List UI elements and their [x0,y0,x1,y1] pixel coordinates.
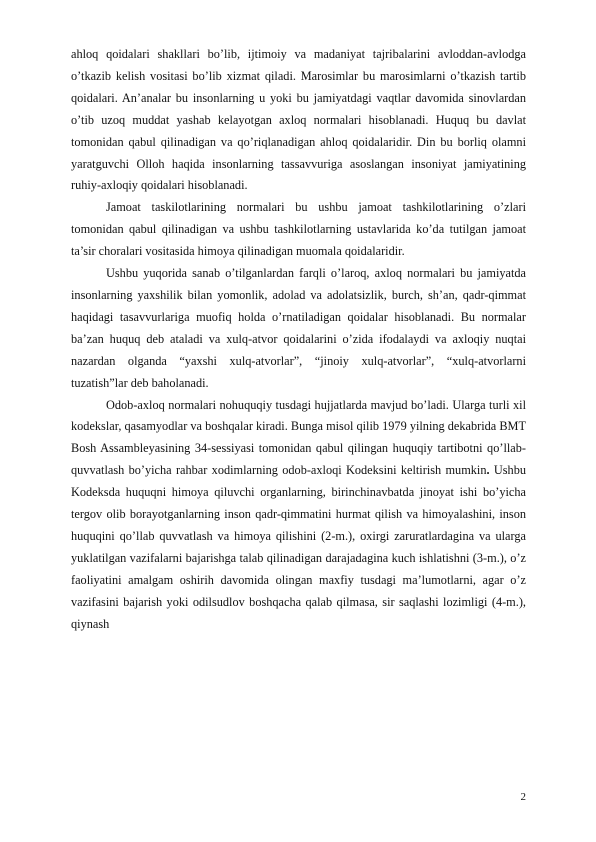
page-body [71,44,526,635]
paragraph-1: ahloq qoidalari shakllari bo’lib, ijtimoiy va madaniyat tajribalarini avloddan-avlodga o’tkazib kelish vositasi bo’lib xizmat qiladi. Marosimlar bu marosimlarni o’tkazish tartib qoidalari. An’analar bu insonlarning u yoki bu jamiyatdagi vaqtlar davomida sinovlardan o’tib uzoq muddat yashab kelayotgan axloq normalari hisoblanadi. Huquq bu davlat tomonidan qabul qilinadigan va qo’riqlanadigan ahloq qoidalaridir. Din bu borliq olamni yaratguvchi Olloh haqida insonlarning tassavvuriga asoslangan insoniyat jamiyatining ruhiy-axloqiy qoidalari hisoblanadi. [71,47,526,193]
paragraph-4 [71,395,526,636]
paragraph-2: Jamoat taskilotlarining normalari bu ushbu jamoat tashkilotlarining o’zlari tomonidan qabul qilinadigan va ushbu tashkilotlarning ustavlarida ko’da tutilgan jamoat ta’sir choralari vositasida himoya qilinadigan muomala qoidalaridir. [71,200,526,259]
paragraph-3: Ushbu yuqorida sanab o’tilganlardan farqli o’laroq, axloq normalari bu jamiyatda insonlarning yaxshilik bilan yomonlik, adolad va adolatsizlik, burch, sh’an, qadr-qimmat haqidagi tasavvurlariga muofiq holda o’rnatiladigan qoidalar hisoblanadi. Bu normalar ba’zan huquq deb ataladi va xulq-atvor qoidalarini o’zida ifodalaydi va axloqiy nuqtai nazardan olganda “yaxshi xulq-atvorlar”, “jinoiy xulq-atvorlar”, “xulq-atvorlarni tuzatish”lar deb baholanadi. [71,266,526,390]
page-number: 2 [520,791,526,803]
paragraph-4-part-2: Ushbu Kodeksda huquqni himoya qiluvchi organlarning, birinchinavbatda jinoyat ishi bo’yicha tergov olib borayotganlarning inson qadr-qimmatini hurmat qilish va himoyalashini, inson huquqini qo’llab quvvatlash va himoya qilishini (2-m.), oxirgi zaruratlardagina va ularga yuklatilgan vazifalarni bajarishga talab qilinadigan darajadagina kuch ishlatishni (3-m.), o’z faoliyatini amalgam oshirih davomida olingan maxfiy tusdagi ma’lumotlarni, agar o’z vazifasini bajarish yoki odilsudlov boshqacha qalab qilmasa, sir saqlashi lozimligi (4-m.), qiynash [71,463,526,631]
paragraph-4-bold-period: . [486,463,490,478]
paragraph-4-part-1: Odob-axloq normalari nohuquqiy tusdagi hujjatlarda mavjud bo’ladi. Ularga turli xil kodekslar, qasamyodlar va boshqalar kiradi. Bunga misol qilib 1979 yilning dekabrida BMT Bosh Assambleyasining 34-sessiyasi tomonidan qabul qilingan huquqiy tartibotni qo’llab-quvvatlash bo’yicha rahbar xodimlarning odob-axloqi Kodeksini keltirish mumkin [71,397,526,478]
